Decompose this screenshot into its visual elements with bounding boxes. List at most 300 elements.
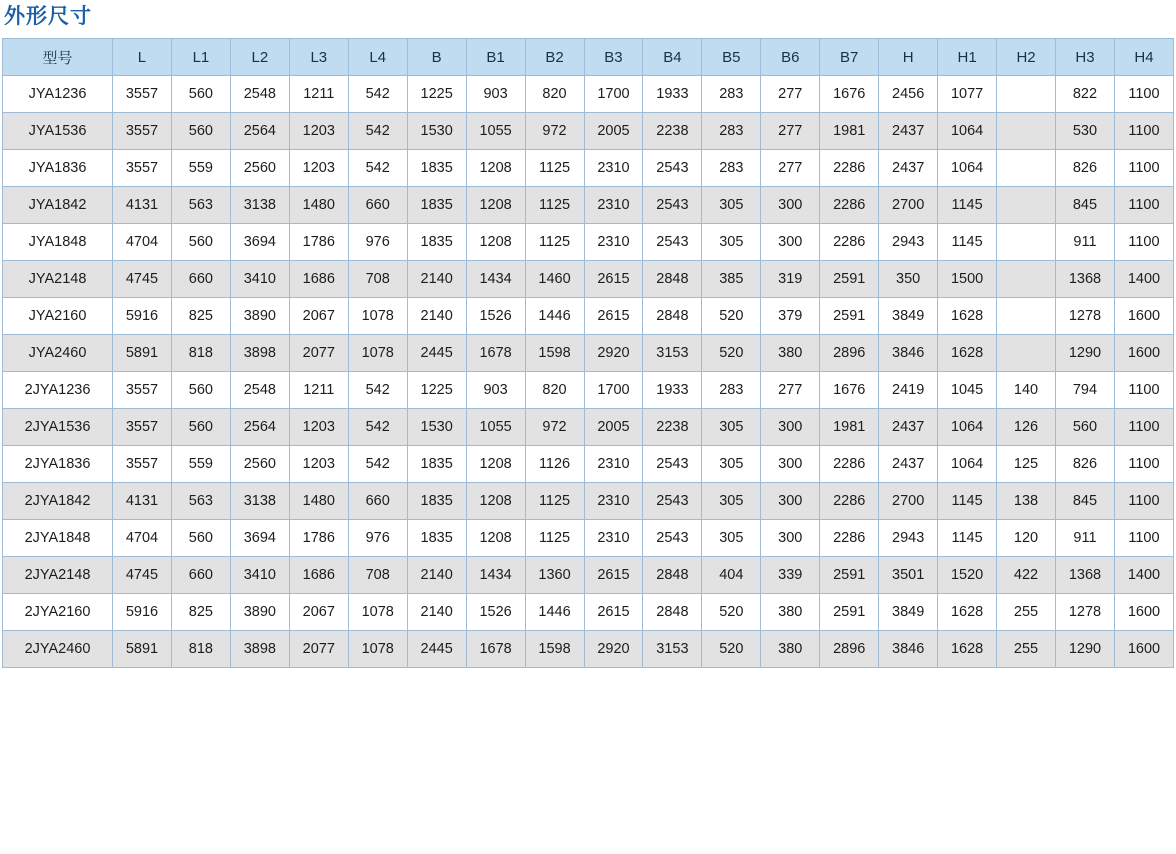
cell-h3: 826 [1056,446,1115,483]
cell-model: 2JYA2148 [3,557,113,594]
cell-b6: 277 [761,150,820,187]
cell-h4: 1600 [1114,298,1173,335]
column-header-l: L [113,39,172,76]
cell-l4: 1078 [348,631,407,668]
cell-h: 2437 [879,113,938,150]
cell-h: 2437 [879,446,938,483]
cell-l2: 2564 [230,113,289,150]
cell-l4: 708 [348,261,407,298]
cell-model: JYA2460 [3,335,113,372]
cell-l: 5891 [113,335,172,372]
cell-h2 [997,150,1056,187]
cell-b: 1225 [407,76,466,113]
table-row [3,446,1174,483]
cell-b7: 2591 [820,261,879,298]
cell-b1: 1526 [466,298,525,335]
cell-l2: 3138 [230,187,289,224]
cell-l3: 2067 [289,298,348,335]
cell-h: 3846 [879,335,938,372]
cell-h2: 255 [997,594,1056,631]
cell-b2: 1125 [525,483,584,520]
cell-model: JYA2148 [3,261,113,298]
cell-l: 5916 [113,594,172,631]
cell-l4: 708 [348,557,407,594]
cell-b7: 2286 [820,187,879,224]
table-row [3,631,1174,668]
dimensions-page [0,4,1176,854]
cell-b1: 1208 [466,150,525,187]
cell-h: 3501 [879,557,938,594]
cell-b4: 2848 [643,594,702,631]
table-row [3,483,1174,520]
cell-h3: 794 [1056,372,1115,409]
cell-l: 4704 [113,224,172,261]
cell-l1: 559 [171,150,230,187]
cell-h2: 120 [997,520,1056,557]
cell-b: 1835 [407,224,466,261]
cell-model: 2JYA1236 [3,372,113,409]
column-header-b: B [407,39,466,76]
cell-b6: 300 [761,520,820,557]
cell-l3: 1480 [289,483,348,520]
cell-l4: 660 [348,187,407,224]
cell-l4: 660 [348,483,407,520]
cell-l: 3557 [113,76,172,113]
dimensions-table [2,38,1174,668]
cell-h1: 1628 [938,298,997,335]
cell-l3: 1211 [289,76,348,113]
cell-model: 2JYA2460 [3,631,113,668]
cell-b5: 385 [702,261,761,298]
cell-l1: 560 [171,372,230,409]
column-header-l1: L1 [171,39,230,76]
cell-b1: 1208 [466,446,525,483]
cell-model: 2JYA1836 [3,446,113,483]
cell-l4: 542 [348,76,407,113]
cell-h4: 1100 [1114,76,1173,113]
cell-l2: 3898 [230,631,289,668]
cell-model: JYA1836 [3,150,113,187]
cell-h4: 1100 [1114,409,1173,446]
cell-h3: 911 [1056,520,1115,557]
cell-b3: 2920 [584,631,643,668]
cell-l4: 542 [348,150,407,187]
cell-h1: 1145 [938,483,997,520]
cell-b5: 520 [702,631,761,668]
cell-b7: 2286 [820,483,879,520]
cell-h3: 530 [1056,113,1115,150]
cell-h3: 1278 [1056,594,1115,631]
cell-h4: 1400 [1114,557,1173,594]
cell-l1: 818 [171,631,230,668]
cell-h: 2456 [879,76,938,113]
cell-l1: 563 [171,483,230,520]
cell-b6: 319 [761,261,820,298]
cell-b4: 2543 [643,483,702,520]
cell-h4: 1100 [1114,187,1173,224]
cell-b7: 2286 [820,520,879,557]
cell-b5: 283 [702,113,761,150]
cell-b2: 972 [525,113,584,150]
cell-h2: 422 [997,557,1056,594]
cell-model: JYA1536 [3,113,113,150]
cell-l3: 1786 [289,520,348,557]
cell-b7: 2286 [820,224,879,261]
cell-h: 350 [879,261,938,298]
cell-h1: 1064 [938,113,997,150]
table-header-row [3,39,1174,76]
cell-b4: 2848 [643,557,702,594]
cell-l2: 3890 [230,298,289,335]
cell-b4: 2238 [643,113,702,150]
cell-h1: 1628 [938,631,997,668]
cell-l1: 563 [171,187,230,224]
cell-b7: 2591 [820,594,879,631]
cell-l: 3557 [113,446,172,483]
cell-b2: 1598 [525,631,584,668]
cell-h2: 255 [997,631,1056,668]
table-row [3,76,1174,113]
cell-l: 3557 [113,372,172,409]
cell-b1: 1678 [466,335,525,372]
column-header-h1: H1 [938,39,997,76]
cell-h1: 1064 [938,446,997,483]
cell-h3: 1278 [1056,298,1115,335]
cell-b2: 820 [525,372,584,409]
cell-h1: 1064 [938,409,997,446]
cell-b1: 1434 [466,557,525,594]
cell-l: 4704 [113,520,172,557]
column-header-l3: L3 [289,39,348,76]
table-row [3,113,1174,150]
cell-b: 1530 [407,409,466,446]
cell-l2: 2560 [230,446,289,483]
column-header-h2: H2 [997,39,1056,76]
cell-h3: 911 [1056,224,1115,261]
cell-b4: 2543 [643,446,702,483]
column-header-b1: B1 [466,39,525,76]
cell-l3: 1203 [289,113,348,150]
cell-l2: 3898 [230,335,289,372]
cell-l: 4745 [113,557,172,594]
cell-l2: 2548 [230,76,289,113]
cell-l1: 660 [171,557,230,594]
cell-h2 [997,76,1056,113]
cell-b6: 300 [761,409,820,446]
cell-l: 4745 [113,261,172,298]
cell-b4: 2543 [643,150,702,187]
cell-b5: 305 [702,187,761,224]
cell-h3: 826 [1056,150,1115,187]
column-header-b7: B7 [820,39,879,76]
cell-b2: 1126 [525,446,584,483]
cell-b7: 1676 [820,372,879,409]
cell-h: 3849 [879,594,938,631]
cell-b3: 1700 [584,372,643,409]
cell-l4: 976 [348,520,407,557]
cell-l3: 2067 [289,594,348,631]
cell-h: 2437 [879,409,938,446]
cell-h3: 1290 [1056,335,1115,372]
cell-l: 5891 [113,631,172,668]
cell-b7: 2896 [820,335,879,372]
cell-h4: 1100 [1114,483,1173,520]
cell-l4: 1078 [348,594,407,631]
cell-model: 2JYA1848 [3,520,113,557]
table-row [3,335,1174,372]
table-row [3,594,1174,631]
cell-l2: 3410 [230,557,289,594]
cell-b3: 2615 [584,298,643,335]
cell-b1: 1208 [466,187,525,224]
cell-l2: 2560 [230,150,289,187]
cell-b6: 277 [761,372,820,409]
cell-l4: 542 [348,446,407,483]
column-header-h4: H4 [1114,39,1173,76]
cell-b4: 3153 [643,631,702,668]
cell-l2: 3138 [230,483,289,520]
cell-h4: 1600 [1114,631,1173,668]
cell-h: 2419 [879,372,938,409]
cell-l2: 3694 [230,520,289,557]
cell-h1: 1145 [938,520,997,557]
cell-b3: 2310 [584,224,643,261]
cell-b2: 1446 [525,298,584,335]
cell-l1: 818 [171,335,230,372]
cell-h2 [997,113,1056,150]
cell-h4: 1100 [1114,224,1173,261]
cell-l1: 660 [171,261,230,298]
cell-h2: 140 [997,372,1056,409]
cell-b3: 2310 [584,483,643,520]
cell-b: 2140 [407,298,466,335]
cell-l4: 542 [348,409,407,446]
cell-b6: 380 [761,594,820,631]
cell-b5: 305 [702,446,761,483]
cell-b7: 2896 [820,631,879,668]
cell-b6: 379 [761,298,820,335]
cell-l2: 3410 [230,261,289,298]
cell-l: 3557 [113,113,172,150]
cell-h4: 1400 [1114,261,1173,298]
cell-b4: 2543 [643,224,702,261]
cell-h: 2700 [879,483,938,520]
cell-b2: 1598 [525,335,584,372]
cell-b: 2445 [407,335,466,372]
cell-b7: 1676 [820,76,879,113]
cell-b4: 2543 [643,520,702,557]
cell-h1: 1628 [938,335,997,372]
cell-b1: 903 [466,76,525,113]
cell-b7: 2286 [820,446,879,483]
cell-b3: 2615 [584,557,643,594]
cell-model: JYA2160 [3,298,113,335]
cell-l3: 1786 [289,224,348,261]
cell-b5: 305 [702,409,761,446]
cell-h2 [997,224,1056,261]
cell-b3: 2310 [584,446,643,483]
cell-b: 1835 [407,520,466,557]
cell-b1: 1526 [466,594,525,631]
cell-h2 [997,187,1056,224]
cell-b2: 1460 [525,261,584,298]
cell-b: 1835 [407,483,466,520]
cell-b2: 972 [525,409,584,446]
cell-b2: 1125 [525,224,584,261]
cell-b5: 520 [702,594,761,631]
cell-h1: 1077 [938,76,997,113]
cell-h3: 1368 [1056,261,1115,298]
cell-l3: 1686 [289,261,348,298]
cell-b6: 300 [761,224,820,261]
cell-model: 2JYA2160 [3,594,113,631]
cell-b: 2445 [407,631,466,668]
cell-h4: 1100 [1114,372,1173,409]
cell-h2 [997,335,1056,372]
cell-l2: 3890 [230,594,289,631]
cell-l1: 560 [171,76,230,113]
cell-b2: 1446 [525,594,584,631]
cell-h1: 1145 [938,224,997,261]
cell-b3: 2310 [584,187,643,224]
cell-b2: 1125 [525,520,584,557]
page-title: 外形尺寸 [4,5,92,28]
cell-l4: 542 [348,113,407,150]
cell-h2 [997,298,1056,335]
cell-l: 4131 [113,483,172,520]
cell-b5: 305 [702,520,761,557]
cell-h3: 1290 [1056,631,1115,668]
cell-b: 2140 [407,594,466,631]
cell-l2: 3694 [230,224,289,261]
cell-b1: 1434 [466,261,525,298]
cell-b5: 305 [702,483,761,520]
cell-b3: 2310 [584,150,643,187]
cell-b: 2140 [407,261,466,298]
table-row [3,150,1174,187]
cell-l3: 2077 [289,631,348,668]
cell-b2: 1125 [525,187,584,224]
cell-h: 2437 [879,150,938,187]
cell-h3: 1368 [1056,557,1115,594]
cell-b1: 1055 [466,409,525,446]
cell-h4: 1100 [1114,446,1173,483]
cell-l4: 1078 [348,298,407,335]
column-header-b2: B2 [525,39,584,76]
cell-l2: 2548 [230,372,289,409]
table-row [3,224,1174,261]
cell-l4: 1078 [348,335,407,372]
cell-h: 2943 [879,520,938,557]
cell-b4: 3153 [643,335,702,372]
cell-model: JYA1848 [3,224,113,261]
cell-l: 5916 [113,298,172,335]
cell-b7: 1981 [820,113,879,150]
cell-h: 3849 [879,298,938,335]
cell-l4: 976 [348,224,407,261]
cell-h3: 845 [1056,483,1115,520]
cell-b5: 520 [702,335,761,372]
cell-model: 2JYA1842 [3,483,113,520]
cell-h1: 1045 [938,372,997,409]
column-header-b5: B5 [702,39,761,76]
cell-l3: 1203 [289,150,348,187]
cell-h3: 560 [1056,409,1115,446]
table-row [3,298,1174,335]
cell-h1: 1520 [938,557,997,594]
cell-l: 3557 [113,409,172,446]
cell-b5: 404 [702,557,761,594]
cell-b: 1835 [407,446,466,483]
cell-h4: 1600 [1114,594,1173,631]
table-row [3,409,1174,446]
column-header-b3: B3 [584,39,643,76]
cell-b7: 2286 [820,150,879,187]
cell-h1: 1064 [938,150,997,187]
cell-h2: 138 [997,483,1056,520]
cell-l3: 1211 [289,372,348,409]
cell-b: 1835 [407,150,466,187]
column-header-b4: B4 [643,39,702,76]
cell-b4: 2238 [643,409,702,446]
cell-b6: 380 [761,335,820,372]
cell-b4: 2848 [643,261,702,298]
cell-b6: 300 [761,187,820,224]
table-row [3,520,1174,557]
cell-h4: 1100 [1114,113,1173,150]
cell-b6: 300 [761,483,820,520]
cell-b4: 2543 [643,187,702,224]
cell-b6: 380 [761,631,820,668]
cell-l1: 560 [171,113,230,150]
column-header-model: 型号 [3,39,113,76]
cell-b: 2140 [407,557,466,594]
cell-h4: 1100 [1114,520,1173,557]
cell-h: 2943 [879,224,938,261]
column-header-h: H [879,39,938,76]
cell-b3: 2005 [584,409,643,446]
cell-l1: 560 [171,224,230,261]
cell-h: 3846 [879,631,938,668]
cell-b2: 1125 [525,150,584,187]
column-header-h3: H3 [1056,39,1115,76]
cell-b3: 1700 [584,76,643,113]
cell-l3: 2077 [289,335,348,372]
cell-b3: 2615 [584,594,643,631]
table-row [3,557,1174,594]
cell-h2 [997,261,1056,298]
table-row [3,187,1174,224]
cell-b: 1530 [407,113,466,150]
cell-l: 4131 [113,187,172,224]
cell-l: 3557 [113,150,172,187]
cell-b1: 1208 [466,224,525,261]
cell-model: 2JYA1536 [3,409,113,446]
cell-model: JYA1842 [3,187,113,224]
cell-l1: 825 [171,594,230,631]
cell-b1: 1208 [466,483,525,520]
cell-b4: 1933 [643,76,702,113]
cell-h2: 125 [997,446,1056,483]
cell-b5: 283 [702,372,761,409]
cell-b: 1225 [407,372,466,409]
cell-b5: 305 [702,224,761,261]
cell-b5: 283 [702,150,761,187]
cell-b7: 2591 [820,557,879,594]
table-body [3,76,1174,668]
cell-l3: 1203 [289,409,348,446]
cell-h1: 1145 [938,187,997,224]
